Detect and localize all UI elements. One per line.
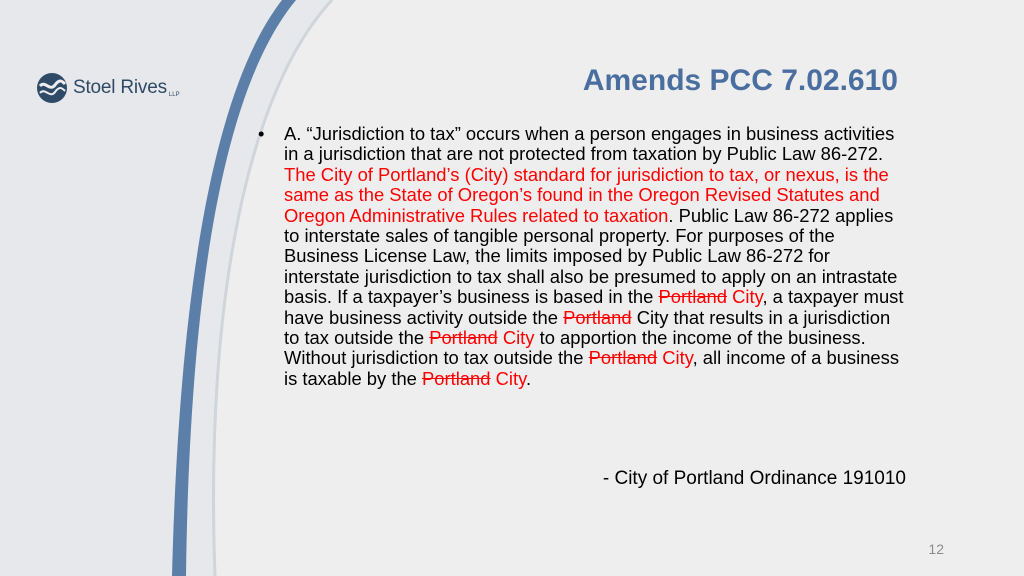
slide-title: Amends PCC 7.02.610 <box>582 64 898 97</box>
ordinance-paragraph <box>284 124 908 389</box>
text-segment: A. “Jurisdiction to tax” occurs when a person engages in business activities in a jurisdiction that are not protected from taxation by Public Law 86-272. <box>284 123 895 165</box>
citation: - City of Portland Ordinance 191010 <box>602 468 906 489</box>
inserted-text: City <box>732 286 763 308</box>
inserted-text: City <box>495 367 526 389</box>
company-logo <box>36 72 180 104</box>
deleted-text: Portland <box>429 327 498 349</box>
text-segment: , a taxpayer must have business activity outside the <box>284 286 904 328</box>
text-segment: that results in a jurisdiction to tax outside the <box>284 306 891 349</box>
page-number: 12 <box>928 541 944 557</box>
logo-wordmark: Stoel Rives <box>73 77 167 98</box>
slide-body <box>258 124 908 389</box>
deleted-text: Portland <box>422 367 491 389</box>
stoel-rives-wave-logo-icon <box>36 72 68 104</box>
text-segment: , all income of a business is taxable by the <box>284 347 900 389</box>
deleted-text: Portland <box>588 347 658 369</box>
text-segment: City <box>636 306 669 328</box>
deleted-text: Portland <box>658 286 727 308</box>
text-segment: . Public Law 86-272 applies to interstate sales of tangible personal property. For purposes of the Business License Law, the limits imposed by Public Law 86-272 for interstate jurisdiction to tax shall also be presumed to apply on an intrastate basis. If a taxpayer’s business is based in the <box>284 204 898 308</box>
bullet-marker: • <box>258 123 265 144</box>
deleted-text: Portland <box>563 306 632 328</box>
text-segment: . <box>525 367 532 389</box>
inserted-text: The City of Portland’s (City) standard for jurisdiction to tax, or nexus, is the same as the State of Oregon’s found in the Oregon Revised Statutes and Oregon Administrative Rules related to taxation <box>284 163 889 226</box>
text-segment: to apportion the income of the business. Without jurisdiction to tax outside the <box>284 327 866 369</box>
logo-suffix: LLP <box>168 92 180 98</box>
inserted-text: City <box>662 347 693 369</box>
inserted-text: City <box>502 327 535 349</box>
